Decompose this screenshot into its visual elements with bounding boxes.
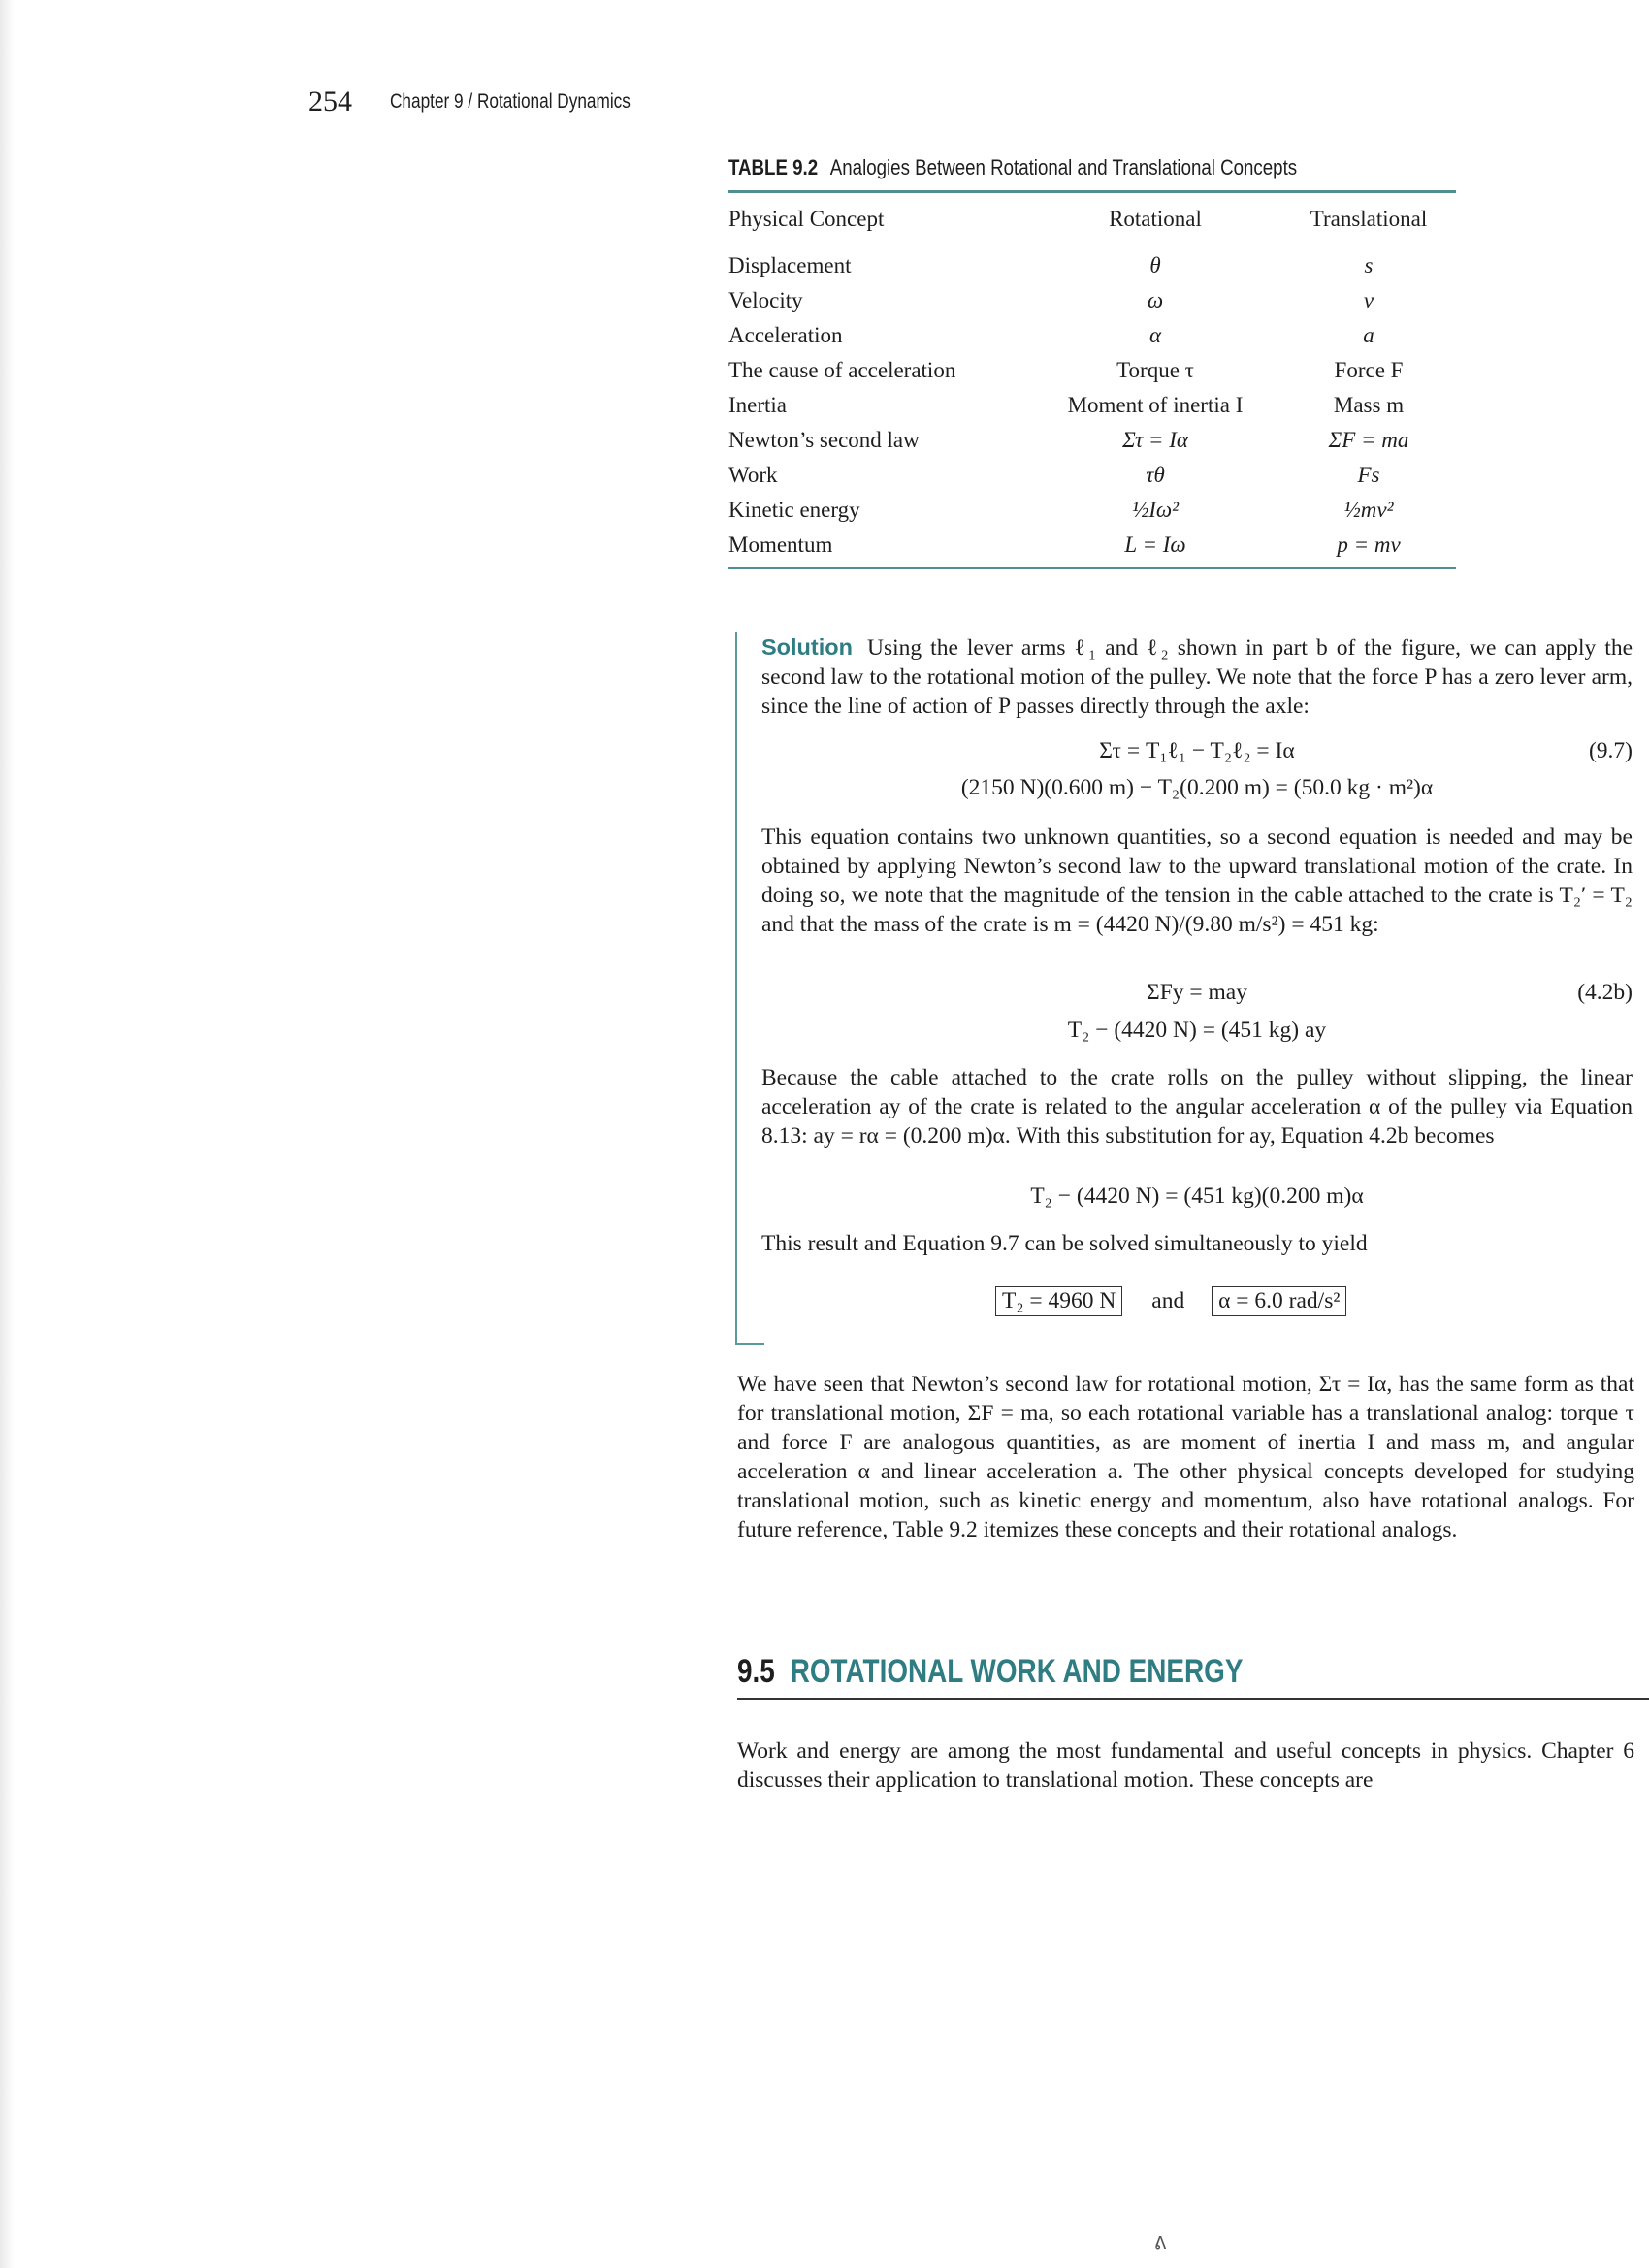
table-row	[728, 353, 1456, 388]
page-mark: ᕕ	[1154, 2233, 1167, 2252]
table-row	[728, 388, 1456, 423]
solution-paragraph-3: Because the cable attached to the crate rolls on the pulley without slipping, the linear acceleration ay of the crate is related to the angular acceleration α of the pulley via Equation 8.13: ay = rα = (0.200 m)α. With this substitution for ay, Equation 4.2b becomes	[761, 1065, 1633, 1149]
result-angular-acceleration: α = 6.0 rad/s²	[1212, 1286, 1346, 1316]
page-number: 254	[308, 85, 352, 117]
table-row	[728, 458, 1456, 493]
section-number: 9.5	[737, 1653, 775, 1690]
result-tension: T₂ = 4960 N	[995, 1286, 1122, 1316]
table-row	[728, 528, 1456, 563]
solution-paragraph-2: This equation contains two unknown quantities, so a second equation is needed and may be obtained by applying Newton’s second law to the upward translational motion of the crate. In doing so, we note that the magnitude of the tension in the cable attached to the crate is T₂′ = T₂ and that the mass of the crate is m = (4420 N)/(9.80 m/s²) = 451 kg:	[761, 825, 1633, 937]
table-cell: v	[1363, 288, 1374, 312]
solution-label: Solution	[761, 634, 853, 660]
solution-bracket-foot	[735, 1343, 764, 1345]
table-cell: a	[1363, 323, 1374, 347]
table-cell: ½mv²	[1343, 498, 1394, 522]
table-cell: s	[1364, 253, 1374, 277]
table-cell: ½Iω²	[1131, 498, 1180, 522]
table-rule-top	[728, 190, 1456, 193]
column-header: Translational	[1310, 207, 1428, 231]
table-cell: Torque τ	[1116, 358, 1194, 382]
body-paragraph-2: Work and energy are among the most fundamental and useful concepts in physics. Chapter 6 discusses their application to translational motion. These concepts are	[737, 1738, 1634, 1793]
solution-intro-text: Using the lever arms ℓ₁ and ℓ₂ shown in part b of the figure, we can apply the second law to the rotational motion of the pulley. We note that the force P has a zero lever arm, since the line of action of P passes directly through the axle:	[761, 635, 1633, 719]
table-cell: Newton’s second law	[728, 428, 920, 452]
table-cell: Displacement	[728, 253, 852, 277]
equation-torque-values: (2150 N)(0.600 m) − T₂(0.200 m) = (50.0 kg · m²)α	[960, 775, 1434, 800]
column-header: Physical Concept	[728, 207, 885, 231]
table-cell: Mass m	[1333, 393, 1405, 417]
table-cell: ω	[1147, 288, 1164, 312]
table-row	[728, 318, 1456, 353]
solution-bracket	[735, 632, 737, 1345]
table-cell: Work	[728, 463, 778, 487]
table-cell: θ	[1149, 253, 1161, 277]
analogies-table	[728, 198, 1456, 563]
table-title: Analogies Between Rotational and Translational Concepts	[829, 155, 1298, 179]
equation-9-7: Στ = T₁ℓ₁ − T₂ℓ₂ = Iα	[1099, 738, 1295, 763]
table-cell: Inertia	[728, 393, 788, 417]
equation-number: (9.7)	[1588, 738, 1633, 763]
table-cell: τθ	[1146, 463, 1165, 487]
running-head: Chapter 9 / Rotational Dynamics	[390, 90, 630, 113]
table-cell: L = Iω	[1124, 533, 1186, 557]
table-row	[728, 241, 1456, 283]
solution-intro	[761, 632, 1633, 721]
table-cell: Moment of inertia I	[1067, 393, 1244, 417]
equation-substituted: T₂ − (4420 N) = (451 kg)(0.200 m)α	[1030, 1183, 1364, 1209]
result-and: and	[1151, 1288, 1185, 1313]
table-cell: Acceleration	[728, 323, 843, 347]
table-header-row	[728, 198, 1456, 241]
page-edge-shadow	[0, 0, 14, 2268]
table-cell: ΣF = ma	[1328, 428, 1409, 452]
table-cell: p = mv	[1337, 533, 1401, 557]
results-row	[995, 1286, 1346, 1316]
table-cell: Στ = Iα	[1122, 428, 1188, 452]
section-rule	[737, 1698, 1649, 1700]
table-caption	[728, 155, 1297, 180]
solution-paragraph-4: This result and Equation 9.7 can be solved simultaneously to yield	[761, 1231, 1368, 1256]
table-label: TABLE 9.2	[728, 155, 819, 179]
table-cell: Kinetic energy	[728, 498, 860, 522]
column-header: Rotational	[1109, 207, 1202, 231]
section-title: ROTATIONAL WORK AND ENERGY	[790, 1653, 1244, 1690]
table-cell: The cause of acceleration	[728, 358, 956, 382]
table-cell: Force F	[1334, 358, 1404, 382]
table-row	[728, 423, 1456, 458]
section-heading	[737, 1653, 1243, 1691]
equation-number: (4.2b)	[1577, 980, 1633, 1005]
table-cell: α	[1148, 323, 1162, 347]
equation-4-2b: ΣFy = may	[1147, 980, 1247, 1005]
table-rule-bottom	[728, 567, 1456, 569]
table-row	[728, 493, 1456, 528]
body-paragraph-1: We have seen that Newton’s second law for rotational motion, Στ = Iα, has the same form as that for translational motion, ΣF = ma, so each rotational variable has a translational analog: torque τ and force F are analogous quantities, as are moment of inertia I and mass m, and angular acceleration α and linear acceleration a. The other physical concepts developed for studying translational motion, such as kinetic energy and momentum, also have rotational analogs. For future reference, Table 9.2 itemizes these concepts and their rotational analogs.	[737, 1372, 1634, 1542]
table-cell: Velocity	[728, 288, 803, 312]
table-cell: Fs	[1357, 463, 1380, 487]
table-cell: Momentum	[728, 533, 833, 557]
table-row	[728, 283, 1456, 318]
equation-tension: T₂ − (4420 N) = (451 kg) ay	[1067, 1018, 1327, 1043]
